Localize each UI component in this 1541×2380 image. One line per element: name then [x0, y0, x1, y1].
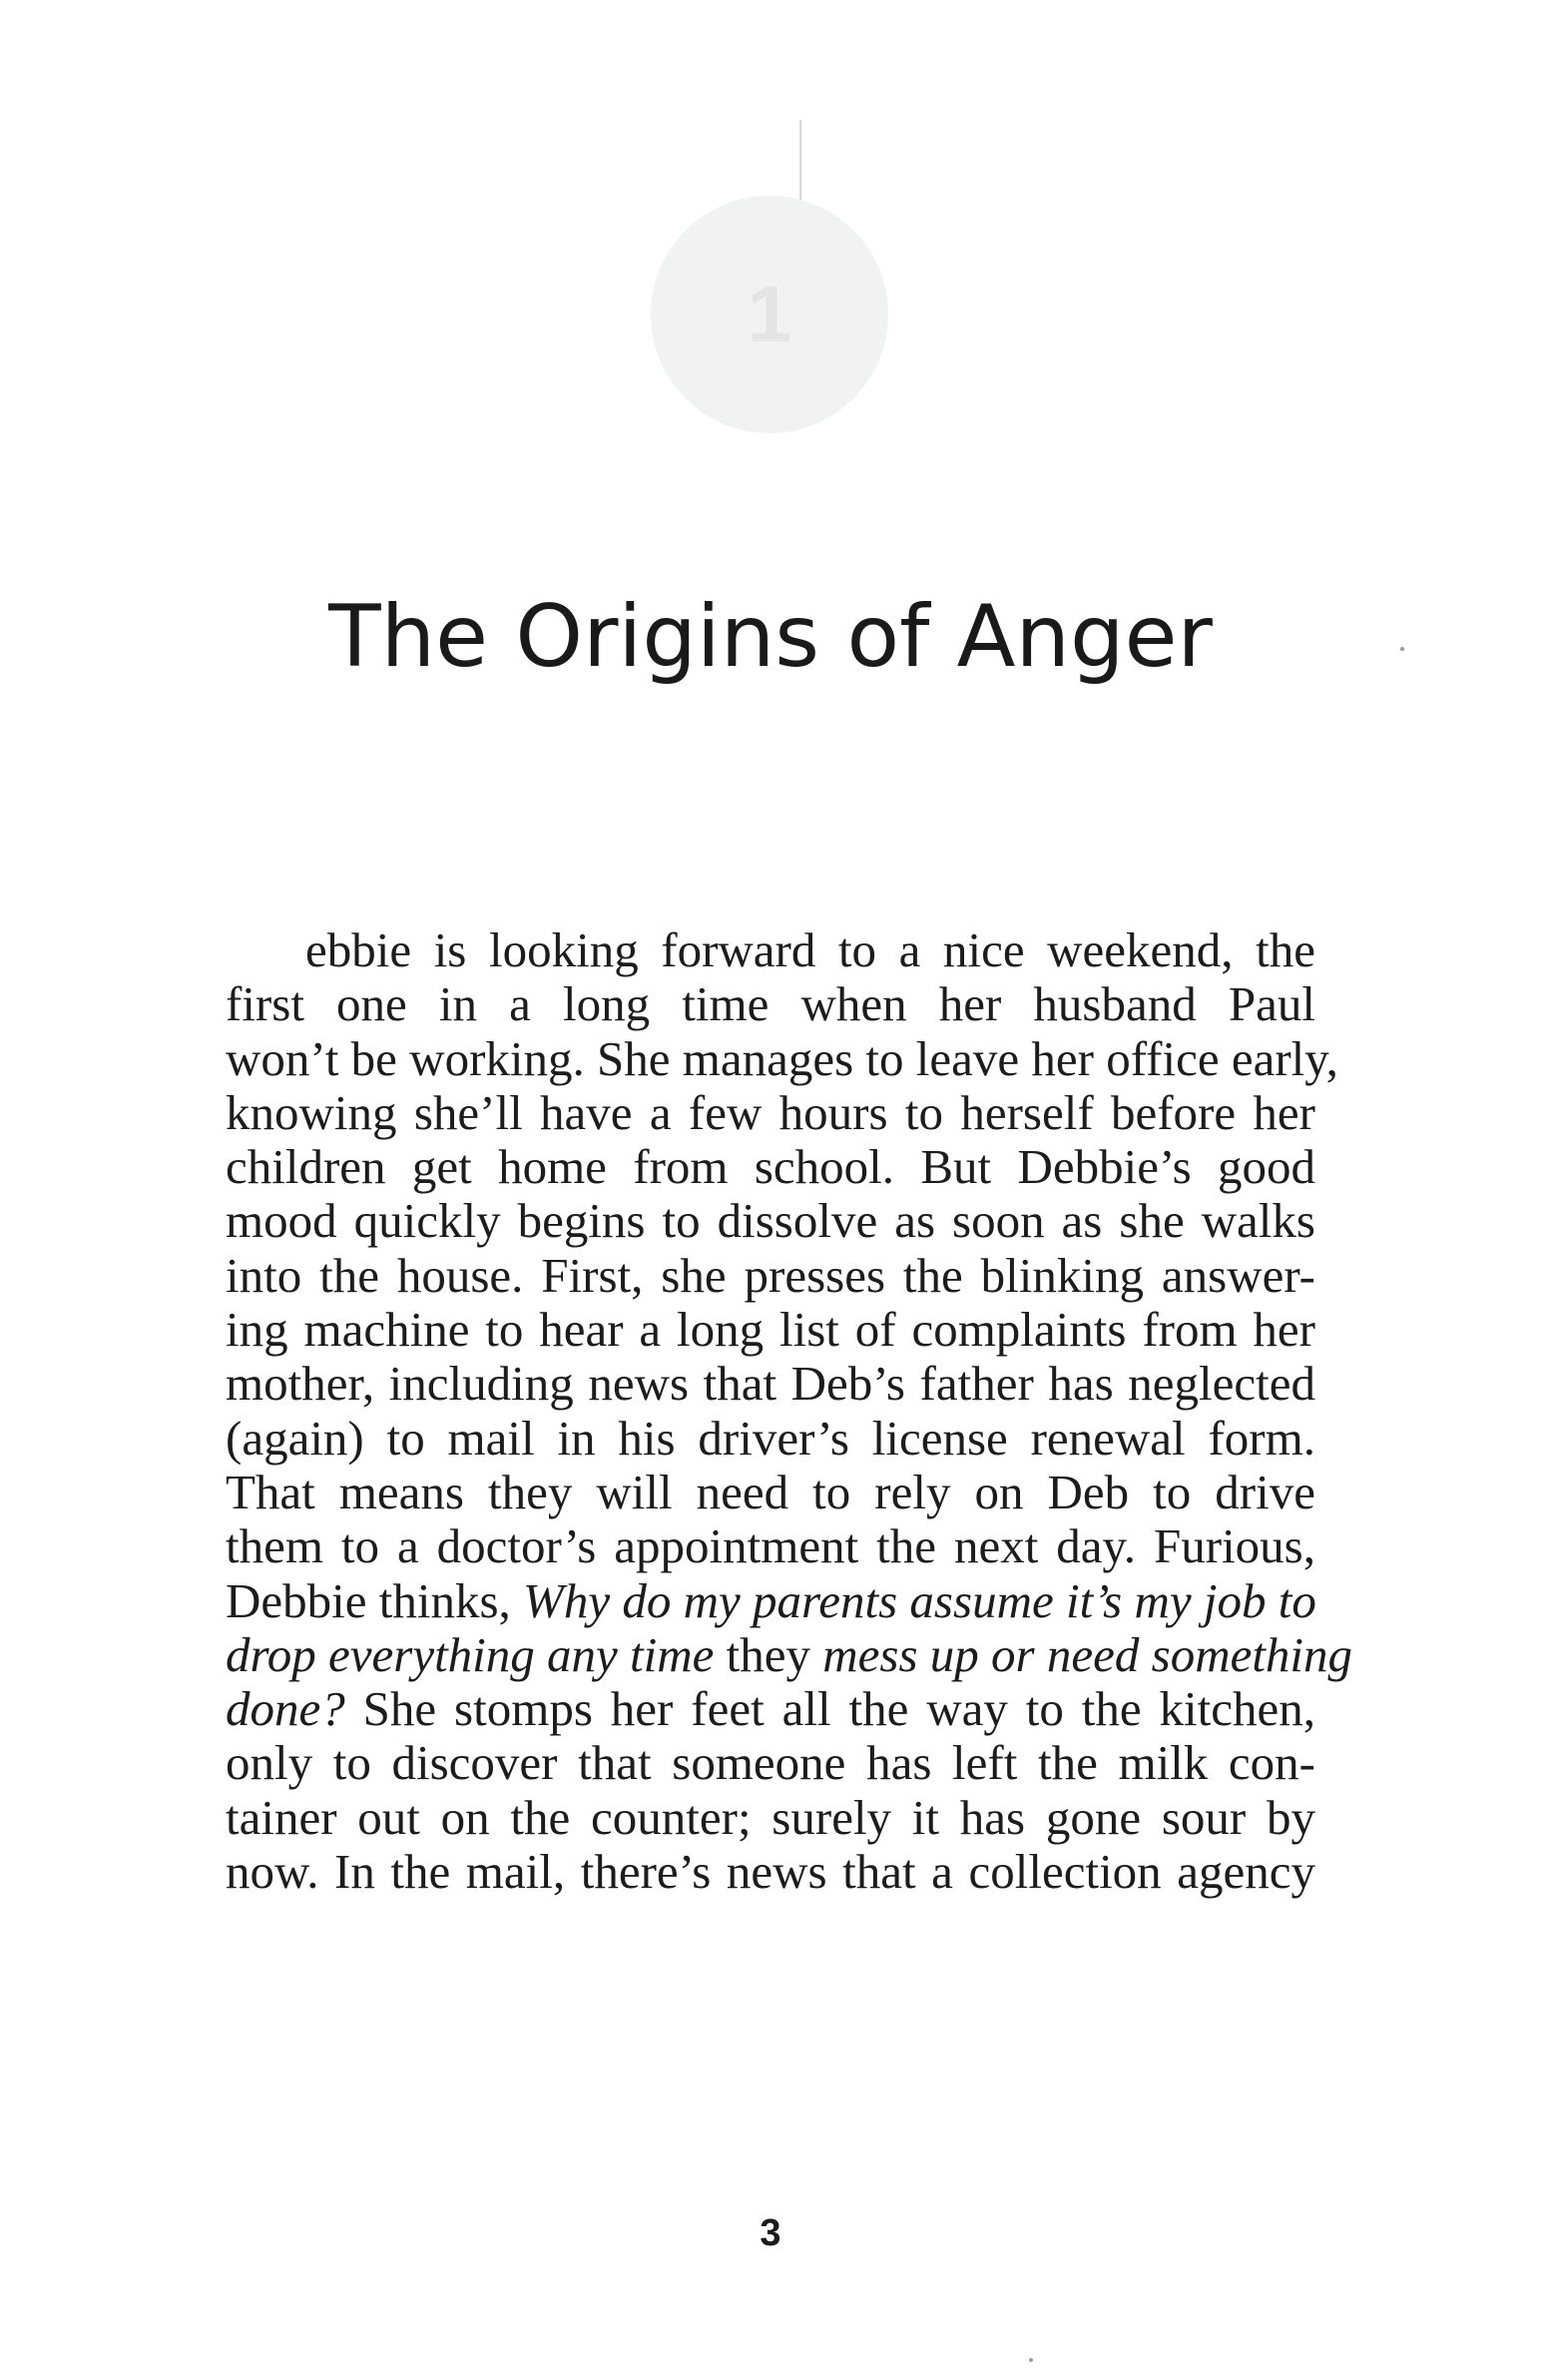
text-line: children get home from school. But Debbie’s good — [226, 1139, 1315, 1195]
text-line: knowing she’ll have a few hours to herself before her — [226, 1084, 1315, 1140]
chapter-title: The Origins of Anger — [328, 587, 1213, 687]
text-line: That means they will need to rely on Deb to drive — [226, 1464, 1315, 1519]
scan-artifact-line — [799, 120, 801, 210]
text-line: won’t be working. She manages to leave her office early, — [226, 1030, 1338, 1086]
italic-thought: mess up or need something — [822, 1626, 1353, 1682]
text-line — [226, 1682, 1315, 1736]
italic-thought: done? — [226, 1681, 345, 1737]
text-line: ing machine to hear a long list of complaints from her — [226, 1302, 1315, 1358]
chapter-number-badge — [651, 196, 888, 433]
chapter-number: 1 — [747, 270, 792, 358]
text-line: first one in a long time when her husband Paul — [226, 976, 1315, 1032]
body-paragraph — [226, 922, 1353, 1900]
text-line — [226, 1626, 1353, 1682]
text-run: Debbie thinks, — [226, 1572, 524, 1628]
page-number: 3 — [760, 2212, 781, 2254]
text-line: into the house. First, she presses the blinking answer- — [226, 1247, 1315, 1303]
text-line: now. In the mail, there’s news that a collection agency — [226, 1844, 1315, 1900]
scan-speck — [1029, 2358, 1033, 2362]
text-line: mother, including news that Deb’s father has neglected — [226, 1356, 1315, 1412]
text-run: they — [714, 1626, 823, 1682]
italic-thought: drop everything any time — [226, 1626, 715, 1682]
italic-thought: Why do my parents assume it’s my job to — [523, 1572, 1316, 1628]
text-line: only to discover that someone has left the milk con- — [226, 1735, 1315, 1791]
text-line: tainer out on the counter; surely it has gone sour by — [226, 1789, 1315, 1845]
text-line — [226, 1574, 1315, 1628]
text-run: She stomps her feet all the way to the kitchen, — [344, 1681, 1315, 1737]
scan-speck — [1400, 647, 1404, 651]
text-line: (again) to mail in his driver’s license renewal form. — [226, 1410, 1315, 1466]
text-line: them to a doctor’s appointment the next day. Furious, — [226, 1518, 1315, 1574]
text-line: mood quickly begins to dissolve as soon as she walks — [226, 1193, 1315, 1249]
text-line: ebbie is looking forward to a nice weekend, the — [305, 922, 1315, 977]
